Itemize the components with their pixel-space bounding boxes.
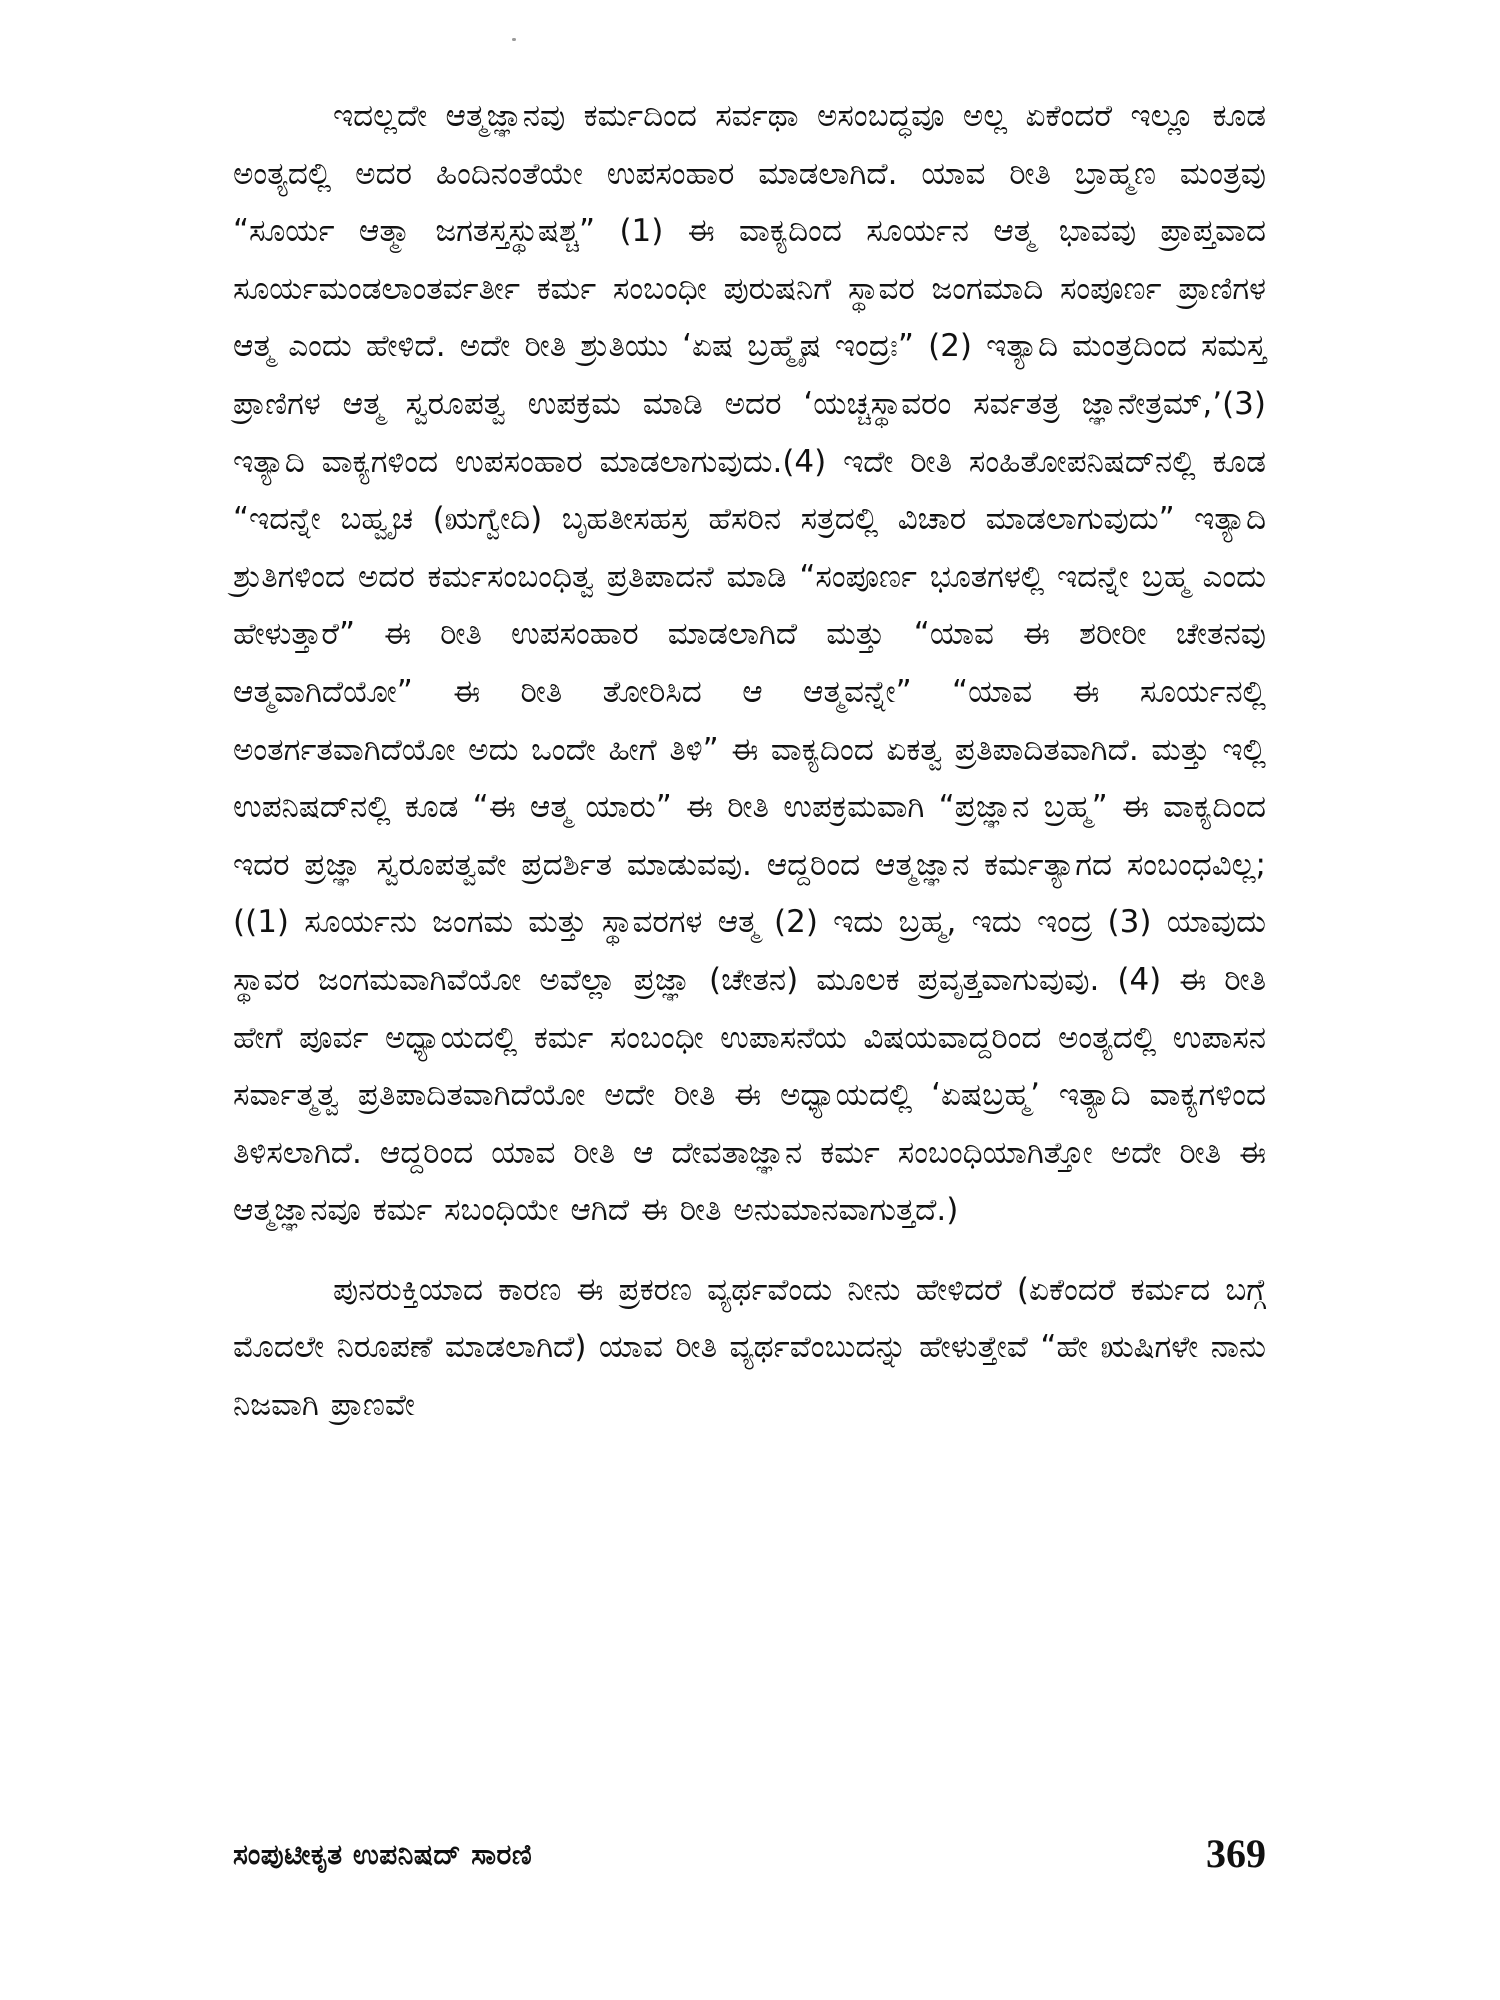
body-text bbox=[233, 88, 1266, 1435]
paragraph-1: ಇದಲ್ಲದೇ ಆತ್ಮಜ್ಞಾನವು ಕರ್ಮದಿಂದ ಸರ್ವಥಾ ಅಸಂಬದ್ಧವೂ ಅಲ್ಲ ಏಕೆಂದರೆ ಇಲ್ಲೂ ಕೂಡ ಅಂತ್ಯದಲ್ಲಿ ಅದರ ಹಿಂದಿನಂತೆಯೇ ಉಪಸಂಹಾರ ಮಾಡಲಾಗಿದೆ. ಯಾವ ರೀತಿ ಬ್ರಾಹ್ಮಣ ಮಂತ್ರವು “ಸೂರ್ಯ ಆತ್ಮಾ ಜಗತಸ್ತಸ್ಥುಷಶ್ಚ” (1) ಈ ವಾಕ್ಯದಿಂದ ಸೂರ್ಯನ ಆತ್ಮ ಭಾವವು ಪ್ರಾಪ್ತವಾದ ಸೂರ್ಯಮಂಡಲಾಂತರ್ವರ್ತೀ ಕರ್ಮ ಸಂಬಂಧೀ ಪುರುಷನಿಗೆ ಸ್ಥಾವರ ಜಂಗಮಾದಿ ಸಂಪೂರ್ಣ ಪ್ರಾಣಿಗಳ ಆತ್ಮ ಎಂದು ಹೇಳಿದೆ. ಅದೇ ರೀತಿ ಶ್ರುತಿಯು ‘ಏಷ ಬ್ರಹ್ಮೈಷ ಇಂದ್ರಃ” (2) ಇತ್ಯಾದಿ ಮಂತ್ರದಿಂದ ಸಮಸ್ತ ಪ್ರಾಣಿಗಳ ಆತ್ಮ ಸ್ವರೂಪತ್ವ ಉಪಕ್ರಮ ಮಾಡಿ ಅದರ ‘ಯಚ್ಚಸ್ಥಾವರಂ ಸರ್ವತತ್ರ ಜ್ಞಾನೇತ್ರಮ್,’(3) ಇತ್ಯಾದಿ ವಾಕ್ಯಗಳಿಂದ ಉಪಸಂಹಾರ ಮಾಡಲಾಗುವುದು.(4) ಇದೇ ರೀತಿ ಸಂಹಿತೋಪನಿಷದ್‌ನಲ್ಲಿ ಕೂಡ “ಇದನ್ನೇ ಬಹ್ವೃಚ (ಋಗ್ವೇದಿ) ಬೃಹತೀಸಹಸ್ರ ಹೆಸರಿನ ಸತ್ರದಲ್ಲಿ ವಿಚಾರ ಮಾಡಲಾಗುವುದು” ಇತ್ಯಾದಿ ಶ್ರುತಿಗಳಿಂದ ಅದರ ಕರ್ಮಸಂಬಂಧಿತ್ವ ಪ್ರತಿಪಾದನೆ ಮಾಡಿ “ಸಂಪೂರ್ಣ ಭೂತಗಳಲ್ಲಿ ಇದನ್ನೇ ಬ್ರಹ್ಮ ಎಂದು ಹೇಳುತ್ತಾರೆ” ಈ ರೀತಿ ಉಪಸಂಹಾರ ಮಾಡಲಾಗಿದೆ ಮತ್ತು “ಯಾವ ಈ ಶರೀರೀ ಚೇತನವು ಆತ್ಮವಾಗಿದೆಯೋ” ಈ ರೀತಿ ತೋರಿಸಿದ ಆ ಆತ್ಮವನ್ನೇ” “ಯಾವ ಈ ಸೂರ್ಯನಲ್ಲಿ ಅಂತರ್ಗತವಾಗಿದೆಯೋ ಅದು ಒಂದೇ ಹೀಗೆ ತಿಳಿ” ಈ ವಾಕ್ಯದಿಂದ ಏಕತ್ವ ಪ್ರತಿಪಾದಿತವಾಗಿದೆ. ಮತ್ತು ಇಲ್ಲಿ ಉಪನಿಷದ್‌ನಲ್ಲಿ ಕೂಡ “ಈ ಆತ್ಮ ಯಾರು” ಈ ರೀತಿ ಉಪಕ್ರಮವಾಗಿ “ಪ್ರಜ್ಞಾನ ಬ್ರಹ್ಮ” ಈ ವಾಕ್ಯದಿಂದ ಇದರ ಪ್ರಜ್ಞಾ ಸ್ವರೂಪತ್ವವೇ ಪ್ರದರ್ಶಿತ ಮಾಡುವವು. ಆದ್ದರಿಂದ ಆತ್ಮಜ್ಞಾನ ಕರ್ಮತ್ಯಾಗದ ಸಂಬಂಧವಿಲ್ಲ; ((1) ಸೂರ್ಯನು ಜಂಗಮ ಮತ್ತು ಸ್ಥಾವರಗಳ ಆತ್ಮ (2) ಇದು ಬ್ರಹ್ಮ, ಇದು ಇಂದ್ರ (3) ಯಾವುದು ಸ್ಥಾವರ ಜಂಗಮವಾಗಿವೆಯೋ ಅವೆಲ್ಲಾ ಪ್ರಜ್ಞಾ (ಚೇತನ) ಮೂಲಕ ಪ್ರವೃತ್ತವಾಗುವುವು. (4) ಈ ರೀತಿ ಹೇಗೆ ಪೂರ್ವ ಅಧ್ಯಾಯದಲ್ಲಿ ಕರ್ಮ ಸಂಬಂಧೀ ಉಪಾಸನೆಯ ವಿಷಯವಾದ್ದರಿಂದ ಅಂತ್ಯದಲ್ಲಿ ಉಪಾಸನ ಸರ್ವಾತ್ಮತ್ವ ಪ್ರತಿಪಾದಿತವಾಗಿದೆಯೋ ಅದೇ ರೀತಿ ಈ ಅಧ್ಯಾಯದಲ್ಲಿ ‘ಏಷಬ್ರಹ್ಮ’ ಇತ್ಯಾದಿ ವಾಕ್ಯಗಳಿಂದ ತಿಳಿಸಲಾಗಿದೆ. ಆದ್ದರಿಂದ ಯಾವ ರೀತಿ ಆ ದೇವತಾಜ್ಞಾನ ಕರ್ಮ ಸಂಬಂಧಿಯಾಗಿತ್ತೋ ಅದೇ ರೀತಿ ಈ ಆತ್ಮಜ್ಞಾನವೂ ಕರ್ಮ ಸಬಂಧಿಯೇ ಆಗಿದೆ ಈ ರೀತಿ ಅನುಮಾನವಾಗುತ್ತದೆ.) bbox=[233, 98, 1266, 1229]
page-footer bbox=[233, 1830, 1266, 1890]
paragraph-2: ಪುನರುಕ್ತಿಯಾದ ಕಾರಣ ಈ ಪ್ರಕರಣ ವ್ಯರ್ಥವೆಂದು ನೀನು ಹೇಳಿದರೆ (ಏಕೆಂದರೆ ಕರ್ಮದ ಬಗ್ಗೆ ಮೊದಲೇ ನಿರೂಪಣೆ ಮಾಡಲಾಗಿದೆ) ಯಾವ ರೀತಿ ವ್ಯರ್ಥವೆಂಬುದನ್ನು ಹೇಳುತ್ತೇವೆ “ಹೇ ಋಷಿಗಳೇ ನಾನು ನಿಜವಾಗಿ ಪ್ರಾಣವೇ bbox=[233, 1271, 1266, 1424]
page-number: 369 bbox=[1206, 1831, 1266, 1876]
scan-speck bbox=[512, 38, 516, 41]
running-footer-title: ಸಂಪುಟೀಕೃತ ಉಪನಿಷದ್ ಸಾರಣಿ bbox=[233, 1838, 533, 1871]
